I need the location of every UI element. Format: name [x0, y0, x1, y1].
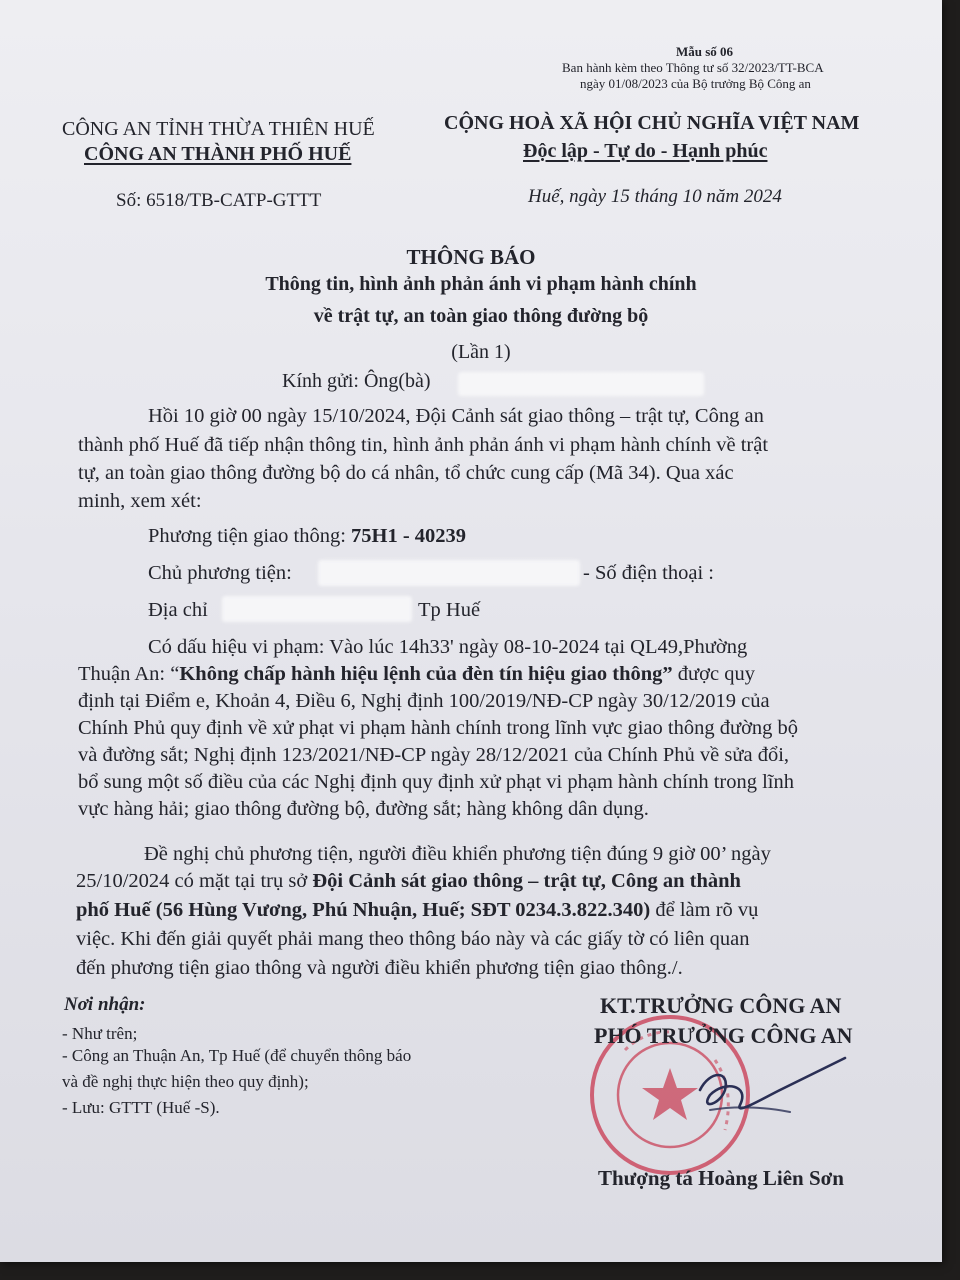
vehicle-line [148, 522, 466, 551]
place-date: Huế, ngày 15 tháng 10 năm 2024 [528, 186, 782, 207]
request-line-5: đến phương tiện giao thông và người điều khiển phương tiện giao thông./. [76, 957, 683, 979]
signer-name: Thượng tá Hoàng Liên Sơn [598, 1166, 844, 1190]
recipient-item-4: - Lưu: GTTT (Huế -S). [62, 1098, 220, 1117]
violation-location: Thuận An: “ [78, 663, 180, 685]
request-purpose: để làm rõ vụ [650, 899, 759, 921]
paragraph-1-line-1: Hồi 10 giờ 00 ngày 15/10/2024, Đội Cảnh sát giao thông – trật tự, Công an [148, 405, 764, 427]
nation-motto [523, 140, 767, 163]
form-issued-line1: Ban hành kèm theo Thông tư số 32/2023/TT-BCA [562, 60, 824, 75]
signature-title-1: KT.TRƯỞNG CÔNG AN [600, 993, 842, 1018]
recipient-item-3: và đề nghị thực hiện theo quy định); [62, 1072, 309, 1091]
owner-label: Chủ phương tiện: [148, 562, 292, 584]
notice-subtitle-2: về trật tự, an toàn giao thông đường bộ [313, 305, 649, 327]
violation-suffix: được quy [672, 663, 755, 685]
owner-redaction [318, 560, 580, 586]
violation-line-5: và đường sắt; Nghị định 123/2021/NĐ-CP ngày 28/12/2021 của Chính Phủ về sửa đổi, [78, 744, 790, 766]
phone-label: - Số điện thoại : [583, 562, 714, 584]
address-redaction [222, 596, 412, 622]
signature-title-2: PHÓ TRƯỞNG CÔNG AN [594, 1023, 853, 1048]
form-issued-line2: ngày 01/08/2023 của Bộ trưởng Bộ Công an [580, 76, 811, 91]
recipients-label: Nơi nhận: [64, 994, 146, 1015]
nation-title: CỘNG HOÀ XÃ HỘI CHỦ NGHĨA VIỆT NAM [444, 112, 860, 134]
request-line-1: Đề nghị chủ phương tiện, người điều khiển phương tiện đúng 9 giờ 00’ ngày [144, 843, 771, 865]
notice-attempt: (Lần 1) [451, 341, 511, 363]
paragraph-1-line-3: tự, an toàn giao thông đường bộ do cá nhân, tổ chức cung cấp (Mã 34). Qua xác [78, 462, 734, 484]
recipient-item-1: - Như trên; [62, 1024, 138, 1043]
request-line-3 [76, 896, 758, 925]
agency-name [84, 143, 351, 166]
agency-name-text: CÔNG AN THÀNH PHỐ HUẾ [84, 143, 352, 165]
address-label: Địa chỉ [148, 599, 208, 621]
notice-title: THÔNG BÁO [406, 245, 536, 269]
violation-line-2 [78, 660, 755, 689]
recipient-label: Kính gửi: Ông(bà) [282, 370, 431, 392]
request-office: Đội Cảnh sát giao thông – trật tự, Công an thành [312, 870, 741, 892]
request-line-2 [76, 867, 741, 896]
paragraph-1-line-4: minh, xem xét: [78, 490, 202, 512]
request-address: phố Huế (56 Hùng Vương, Phú Nhuận, Huế; SĐT 0234.3.822.340) [76, 899, 651, 921]
agency-parent: CÔNG AN TỈNH THỪA THIÊN HUẾ [62, 118, 375, 140]
document-number: Số: 6518/TB-CATP-GTTT [116, 190, 322, 211]
notice-subtitle-1: Thông tin, hình ảnh phản ánh vi phạm hành chính [265, 273, 697, 295]
request-line-4: việc. Khi đến giải quyết phải mang theo thông báo này và các giấy tờ có liên quan [76, 928, 750, 950]
vehicle-label: Phương tiện giao thông: [148, 525, 352, 547]
violation-line-6: bổ sung một số điều của các Nghị định quy định xử phạt vi phạm hành chính trong lĩnh [78, 771, 794, 793]
nation-motto-text: Độc lập - Tự do - Hạnh phúc [523, 140, 768, 162]
recipient-redaction [458, 372, 704, 396]
signature-icon [680, 1050, 860, 1140]
violation-line-3: định tại Điểm e, Khoản 4, Điều 6, Nghị định 100/2019/NĐ-CP ngày 30/12/2019 của [78, 690, 770, 712]
vehicle-plate: 75H1 - 40239 [351, 525, 467, 547]
violation-description: Không chấp hành hiệu lệnh của đèn tín hiệu giao thông” [179, 663, 673, 685]
violation-line-7: vực hàng hải; giao thông đường bộ, đường sắt; hàng không dân dụng. [78, 798, 649, 820]
recipient-item-2: - Công an Thuận An, Tp Huế (để chuyển thông báo [62, 1046, 412, 1065]
address-city: Tp Huế [418, 599, 481, 621]
violation-line-4: Chính Phủ quy định về xử phạt vi phạm hành chính trong lĩnh vực giao thông đường bộ [78, 717, 799, 739]
paragraph-1-line-2: thành phố Huế đã tiếp nhận thông tin, hình ảnh phản ánh vi phạm hành chính về trật [78, 434, 769, 456]
form-number: Mẫu số 06 [676, 44, 734, 59]
violation-line-1: Có dấu hiệu vi phạm: Vào lúc 14h33' ngày 08-10-2024 tại QL49,Phường [148, 636, 748, 658]
request-date: 25/10/2024 có mặt tại trụ sở [76, 870, 313, 892]
